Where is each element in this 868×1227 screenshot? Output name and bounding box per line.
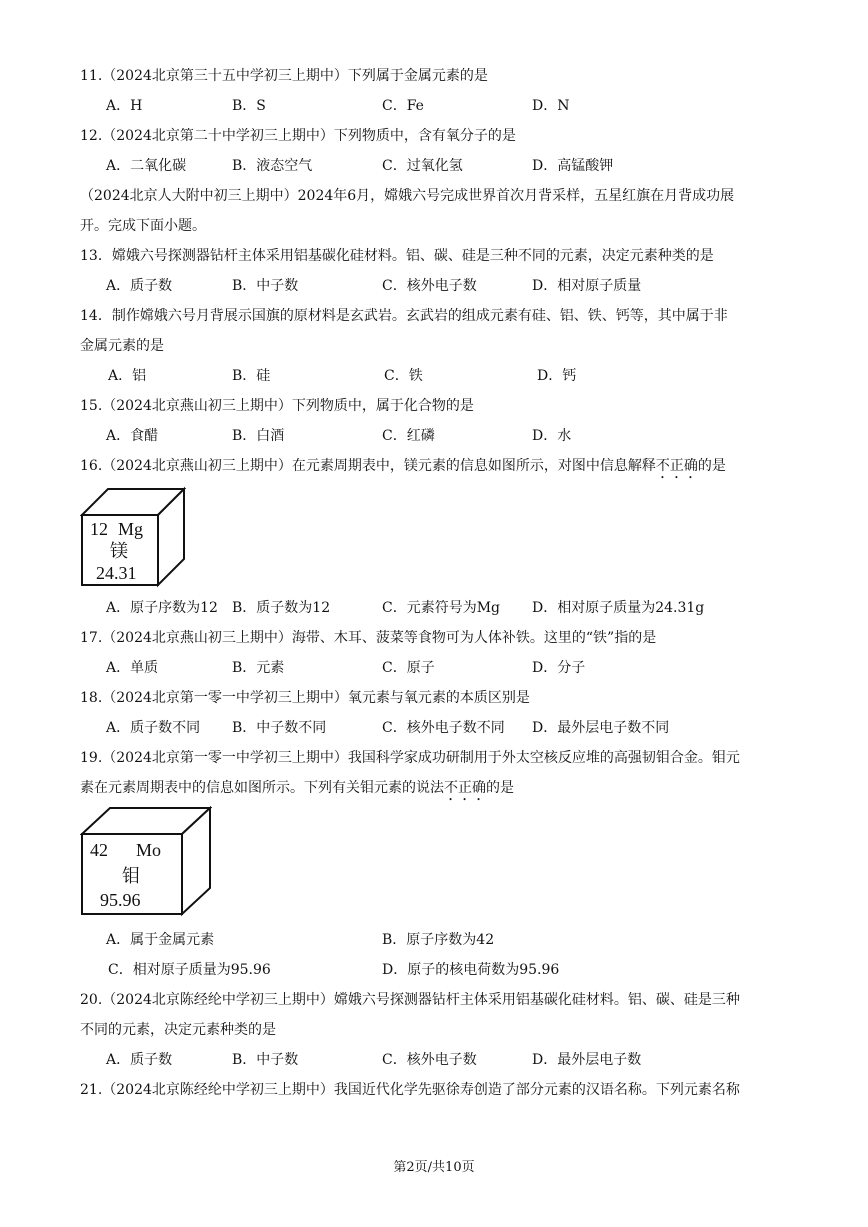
- question-12-option-a: A．二氧化碳: [106, 158, 187, 174]
- question-17-stem: 17.（2024北京燕山初三上期中）海带、木耳、菠菜等食物可为人体补铁。这里的“铁”指的是: [80, 630, 657, 646]
- question-11-stem: 11.（2024北京第三十五中学初三上期中）下列属于金属元素的是: [80, 68, 488, 84]
- question-21-stem: 21.（2024北京陈经纶中学初三上期中）我国近代化学先驱徐寿创造了部分元素的汉语名称。下列元素名称: [80, 1082, 740, 1098]
- molybdenum-name: 钼: [122, 866, 140, 886]
- molybdenum-symbol: Mo: [136, 840, 162, 860]
- question-12-option-b: B．液态空气: [232, 158, 313, 174]
- question-16-stem: [80, 456, 726, 482]
- question-19-option-d: D．原子的核电荷数为95.96: [382, 962, 560, 978]
- question-11-option-a: A．H: [106, 98, 143, 114]
- question-15-option-b: B．白酒: [232, 428, 285, 444]
- question-16-option-d: D．相对原子质量为24.31g: [532, 600, 705, 616]
- question-16-stem-pre: 16.（2024北京燕山初三上期中）在元素周期表中，镁元素的信息如图所示，对图中信息解释: [80, 458, 656, 474]
- question-14-option-b: B．硅: [232, 368, 271, 384]
- question-11-option-d: D．N: [532, 98, 570, 114]
- question-15-stem: 15.（2024北京燕山初三上期中）下列物质中，属于化合物的是: [80, 398, 474, 414]
- question-19-stem-post: 的是: [486, 780, 514, 796]
- question-19-option-b: B．原子序数为42: [382, 932, 495, 948]
- question-19-stem-pre: 素在元素周期表中的信息如图所示。下列有关钼元素的说法: [80, 780, 444, 796]
- question-11-option-c: C．Fe: [382, 98, 424, 114]
- question-19-stem-emphasis: 不正确: [444, 780, 486, 796]
- question-14-stem-line-2: 金属元素的是: [80, 338, 164, 354]
- question-19-option-a: A．属于金属元素: [106, 932, 215, 948]
- question-12-stem: 12.（2024北京第二十中学初三上期中）下列物质中，含有氧分子的是: [80, 128, 516, 144]
- question-16-option-c: C．元素符号为Mg: [382, 600, 501, 616]
- question-11-option-b: B．S: [232, 98, 266, 114]
- question-20-option-c: C．核外电子数: [382, 1052, 477, 1068]
- question-19-stem-line-2: [80, 778, 514, 804]
- magnesium-symbol: Mg: [118, 519, 144, 539]
- question-13-option-d: D．相对原子质量: [532, 278, 642, 294]
- question-12-option-d: D．高锰酸钾: [532, 158, 614, 174]
- question-16-option-b: B．质子数为12: [232, 600, 331, 616]
- question-18-option-b: B．中子数不同: [232, 720, 327, 736]
- question-17-option-a: A．单质: [106, 660, 159, 676]
- molybdenum-atomic-mass: 95.96: [100, 890, 141, 910]
- question-15-option-c: C．红磷: [382, 428, 435, 444]
- magnesium-atomic-mass: 24.31: [96, 563, 137, 583]
- page-number-footer: 第2页/共10页: [393, 1160, 475, 1175]
- magnesium-element-cell: [80, 485, 186, 589]
- question-12-option-c: C．过氧化氢: [382, 158, 463, 174]
- question-19-stem-line-1: 19.（2024北京第一零一中学初三上期中）我国科学家成功研制用于外太空核反应堆的高强韧钼合金。钼元: [80, 750, 740, 766]
- magnesium-name: 镁: [110, 541, 128, 561]
- question-17-option-b: B．元素: [232, 660, 285, 676]
- question-14-option-a: A．铝: [108, 368, 147, 384]
- question-16-stem-post: 的是: [697, 458, 726, 474]
- question-20-option-b: B．中子数: [232, 1052, 299, 1068]
- molybdenum-atomic-number: 42: [90, 840, 108, 860]
- question-13-option-b: B．中子数: [232, 278, 299, 294]
- question-20-stem-line-1: 20.（2024北京陈经纶中学初三上期中）嫦娥六号探测器钻杆主体采用铝基碳化硅材料。铝、碳、硅是三种: [80, 992, 740, 1008]
- question-13-option-c: C．核外电子数: [382, 278, 477, 294]
- question-18-option-a: A．质子数不同: [106, 720, 201, 736]
- question-18-stem: 18.（2024北京第一零一中学初三上期中）氧元素与氧元素的本质区别是: [80, 690, 530, 706]
- question-18-option-c: C．核外电子数不同: [382, 720, 505, 736]
- question-20-option-d: D．最外层电子数: [532, 1052, 642, 1068]
- question-13-option-a: A．质子数: [106, 278, 173, 294]
- question-17-option-c: C．原子: [382, 660, 435, 676]
- question-15-option-d: D．水: [532, 428, 572, 444]
- question-20-stem-line-2: 不同的元素，决定元素种类的是: [80, 1022, 276, 1038]
- passage-intro-line-2: 开。完成下面小题。: [80, 218, 206, 234]
- molybdenum-element-cell: [80, 804, 212, 918]
- question-16-stem-emphasis: 不正确: [655, 458, 698, 474]
- question-19-option-c: C．相对原子质量为95.96: [108, 962, 271, 978]
- question-14-option-c: C．铁: [384, 368, 423, 384]
- question-16-option-a: A．原子序数为12: [106, 600, 218, 616]
- question-15-option-a: A．食醋: [106, 428, 159, 444]
- question-14-option-d: D．钙: [537, 368, 577, 384]
- question-20-option-a: A．质子数: [106, 1052, 173, 1068]
- magnesium-atomic-number: 12: [90, 519, 108, 539]
- question-14-stem-line-1: 14．制作嫦娥六号月背展示国旗的原材料是玄武岩。玄武岩的组成元素有硅、铝、铁、钙等，其中属于非: [80, 308, 728, 324]
- question-18-option-d: D．最外层电子数不同: [532, 720, 670, 736]
- question-13-stem: 13．嫦娥六号探测器钻杆主体采用铝基碳化硅材料。铝、碳、硅是三种不同的元素，决定元素种类的是: [80, 248, 714, 264]
- question-17-option-d: D．分子: [532, 660, 586, 676]
- passage-intro-line-1: （2024北京人大附中初三上期中）2024年6月，嫦娥六号完成世界首次月背采样，五星红旗在月背成功展: [80, 188, 735, 204]
